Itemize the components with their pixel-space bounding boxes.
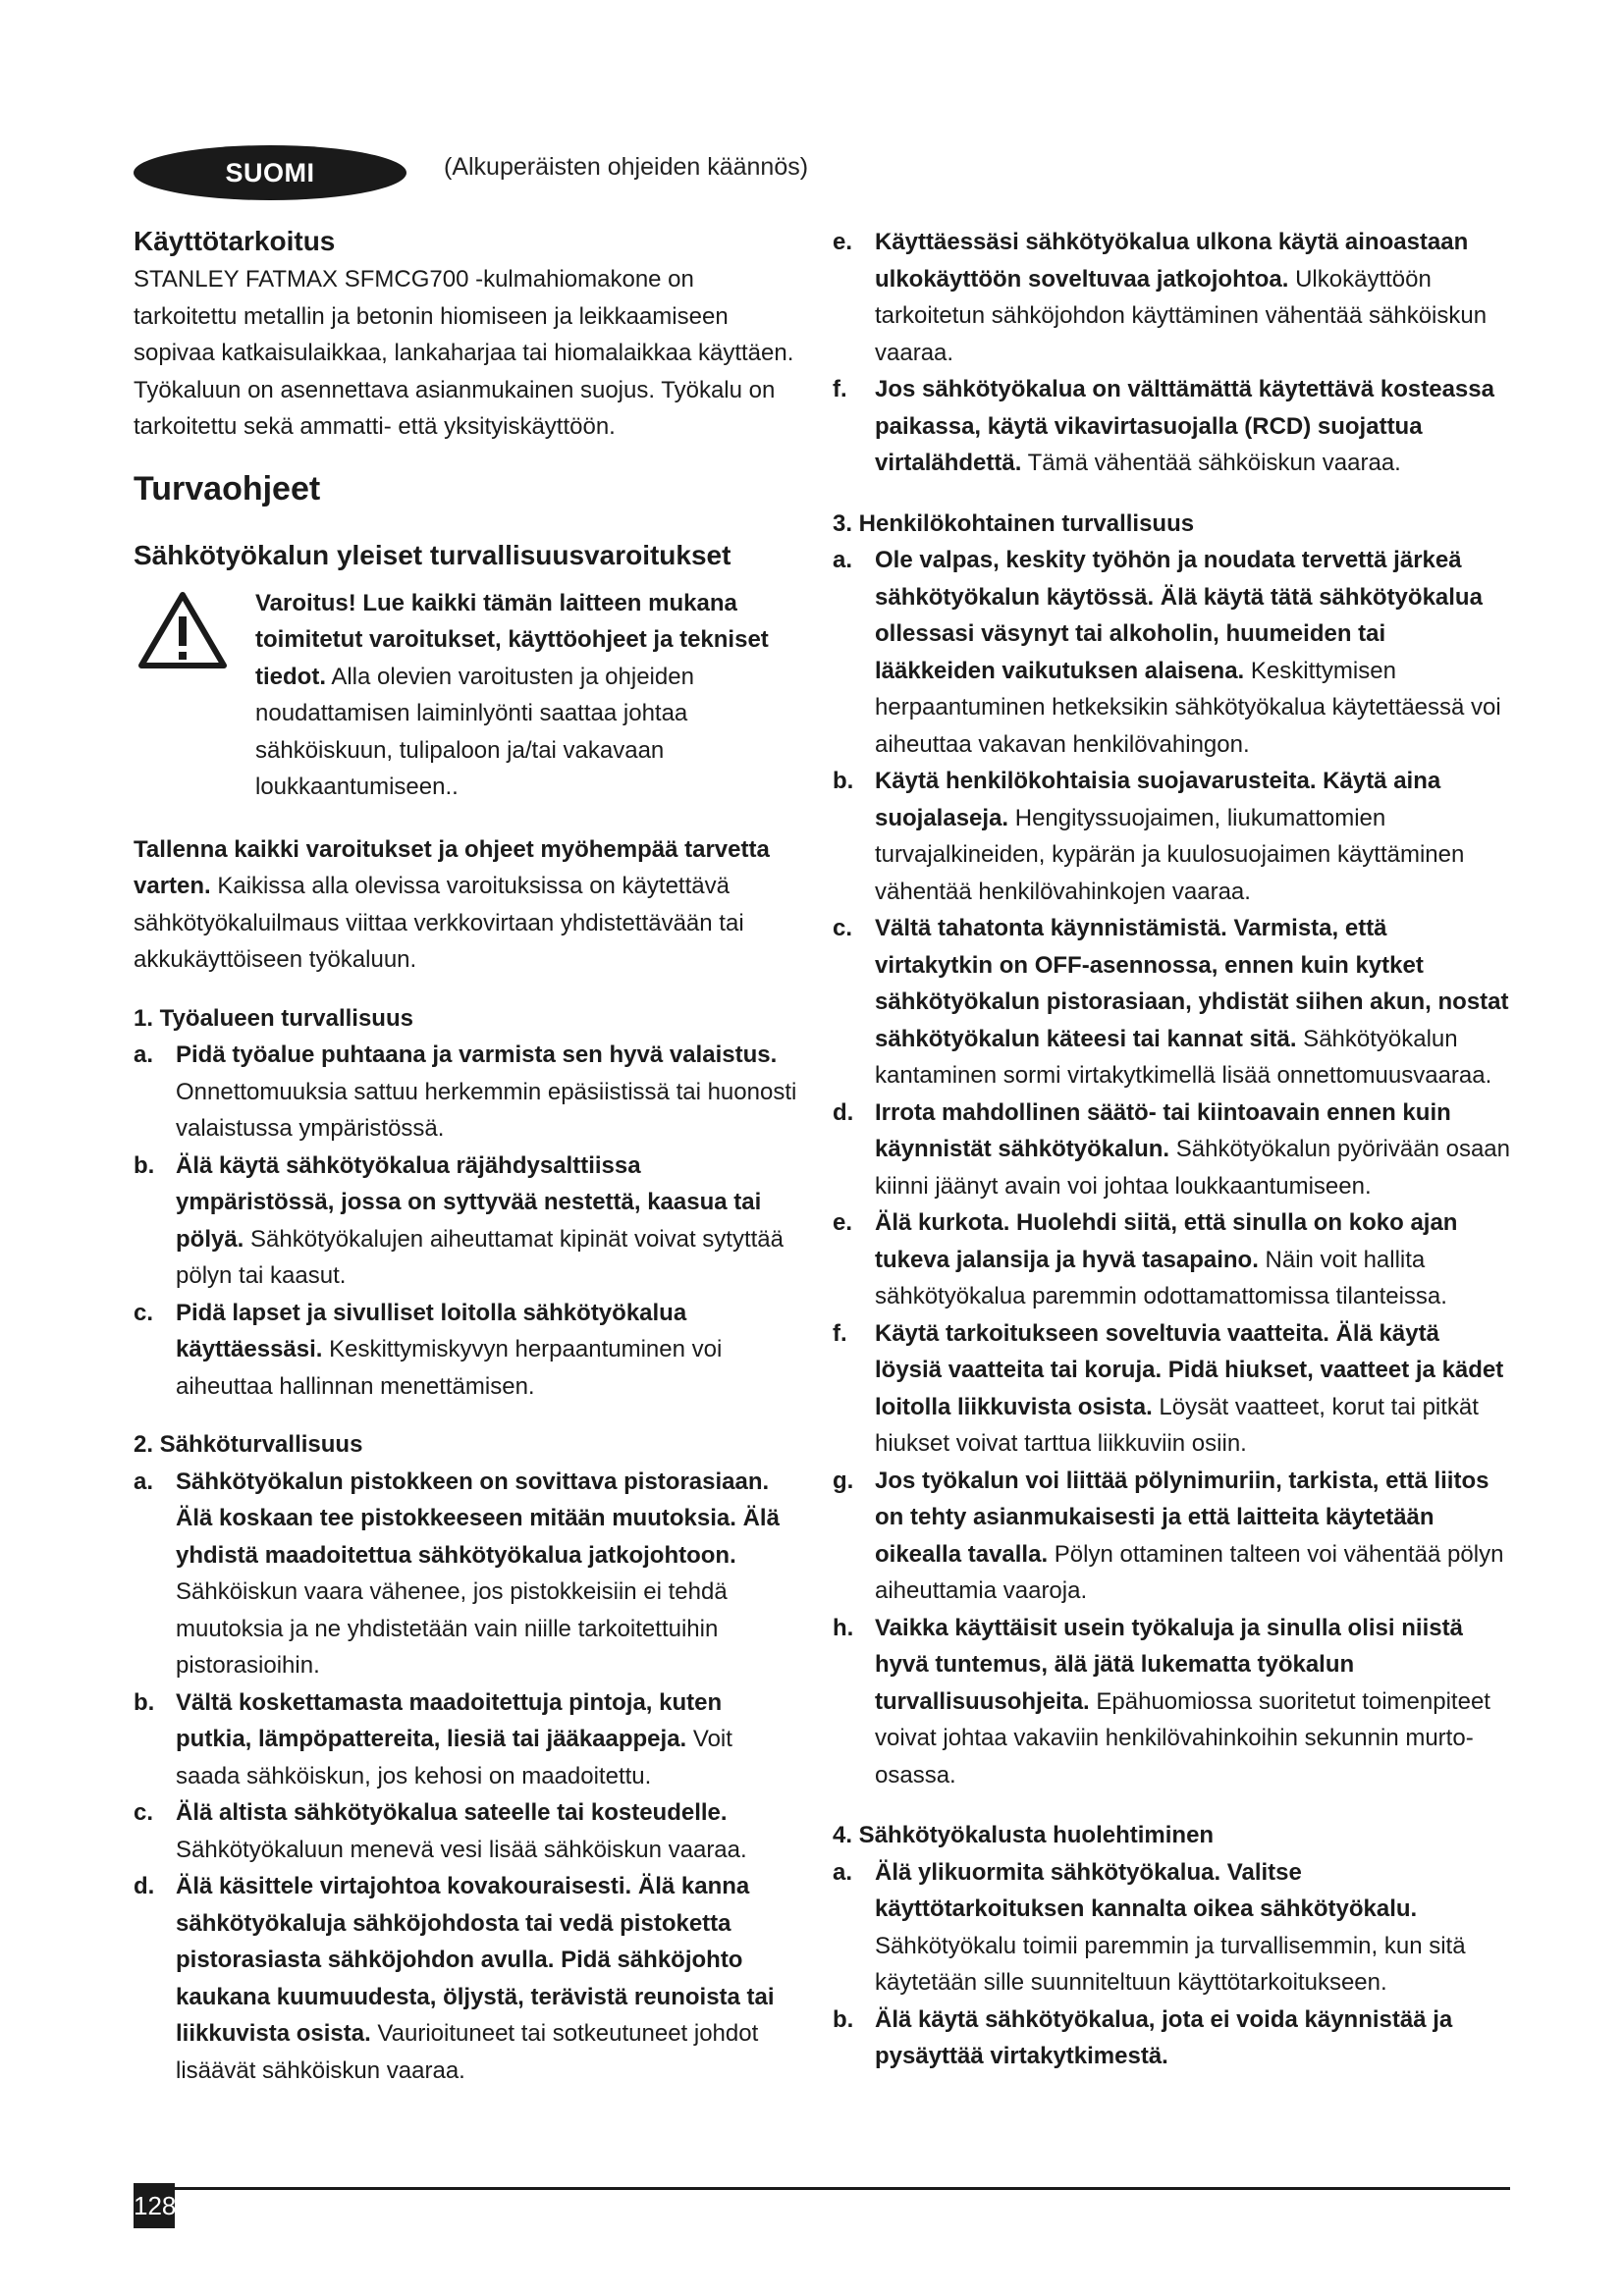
list-item: e. Älä kurkota. Huolehdi siitä, että sinulla on koko ajan tukeva jalansija ja hyvä tasapaino. Näin voit hallita sähkötyökalua paremmin odottamattomissa tilanteissa.	[833, 1209, 1458, 1309]
page-number: 128	[134, 2183, 175, 2228]
right-column	[833, 224, 1510, 2075]
list-item: b. Älä käytä sähkötyökalua räjähdysalttiissa ympäristössä, jossa on syttyvää nestettä, kaasua tai pölyä. Sähkötyökalujen aiheuttamat kipinät voivat sytyttää pölyn tai kaasut.	[134, 1151, 785, 1289]
save-instructions	[134, 831, 797, 979]
section-4-title: 4. Sähkötyökalusta huolehtiminen	[833, 1822, 1215, 1848]
list-item: c. Vältä tahatonta käynnistämistä. Varmista, että virtakytkin on OFF-asennossa, ennen kuin kytket sähkötyökalun pistorasiaan, yhdistät siihen akun, nostat sähkötyökalun käteesi tai kannat sitä. Sähkötyökalun kantaminen sormi virtakytkimellä lisää onnettomuusvaaraa.	[833, 915, 1509, 1089]
list-item: a. Älä ylikuormita sähkötyökalua. Valitse käyttötarkoituksen kannalta oikea sähkötyökalu. Sähkötyökalu toimii paremmin ja turvallisemmin, kun sitä käytetään sille suunniteltuun käyttötarkoitukseen.	[833, 1858, 1466, 1996]
list-item: b. Käytä henkilökohtaisia suojavarusteita. Käytä aina suojalaseja. Hengityssuojaimen, liukumattomien turvajalkineiden, kypärän ja kuulosuojaimen käyttäminen vähentää henkilövahinkojen vaaraa.	[833, 768, 1465, 905]
list-item: d. Älä käsittele virtajohtoa kovakouraisesti. Älä kanna sähkötyökaluja sähköjohdosta tai vedä pistoketta pistorasiasta sähköjohdon avulla. Pidä sähköjohto kaukana kuumuudesta, öljystä, terävistä reunoista tai liikkuvista osista. Vaurioituneet tai sotkeutuneet johdot lisäävät sähköiskun vaaraa.	[134, 1873, 775, 2084]
section-2-title: 2. Sähköturvallisuus	[134, 1431, 363, 1458]
intended-use-text: STANLEY FATMAX SFMCG700 -kulmahiomakone on tarkoitettu metallin ja betonin hiomiseen ja leikkaamiseen sopivaa katkaisulaikkaa, lankaharjaa tai hiomalaikkaa käyttäen. Työkaluun on asennettava asianmukainen suojus. Työkalu on tarkoitettu sekä ammatti- että yksityiskäyttöön.	[134, 266, 794, 440]
save-bold: Tallenna kaikki varoitukset ja ohjeet myöhempää tarvetta varten.	[134, 835, 770, 899]
list-item: a. Ole valpas, keskity työhön ja noudata tervettä järkeä sähkötyökalun käytössä. Älä käytä tätä sähkötyökalua ollessasi väsynyt tai alkoholin, huumeiden tai lääkkeiden vaikutuksen alaisena. Keskittymisen herpaantuminen hetkeksikin sähkötyökalua käytettäessä voi aiheuttaa vakavan henkilövahingon.	[833, 547, 1501, 758]
warning-paragraph	[255, 585, 797, 806]
warning-triangle-icon	[137, 591, 228, 669]
language-tab	[134, 145, 406, 200]
list-item: a. Pidä työalue puhtaana ja varmista sen hyvä valaistus. Onnettomuuksia sattuu herkemmin epäsiistissä tai huonosti valaistussa ympäristössä.	[134, 1041, 797, 1142]
warning-bold: Varoitus! Lue kaikki tämän laitteen mukana toimitetut varoitukset, käyttöohjeet ja tekniset tiedot.	[255, 589, 769, 690]
list-item: b. Älä käytä sähkötyökalua, jota ei voida käynnistää ja pysäyttää virtakytkimestä.	[833, 2005, 1453, 2069]
list-item: c. Pidä lapset ja sivulliset loitolla sähkötyökalua käyttäessäsi. Keskittymiskyvyn herpaantuminen voi aiheuttaa hallinnan menettämisen.	[134, 1299, 723, 1400]
translation-note: (Alkuperäisten ohjeiden käännös)	[444, 153, 809, 181]
warning-text: Alla olevien varoitusten ja ohjeiden noudattamisen laiminlyönti saattaa johtaa sähköiskuun, tulipaloon ja/tai vakavaan loukkaantumiseen..	[255, 663, 694, 800]
section-1-title: 1. Työalueen turvallisuus	[134, 1004, 413, 1032]
list-item: c. Älä altista sähkötyökalua sateelle tai kosteudelle. Sähkötyökaluun menevä vesi lisää sähköiskun vaaraa.	[134, 1799, 747, 1863]
list-item: g. Jos työkalun voi liittää pölynimuriin, tarkista, että liitos on tehty asianmukaisesti ja että laitteita käytetään oikealla tavalla. Pölyn ottaminen talteen voi vähentää pölyn aiheuttamia vaaroja.	[833, 1467, 1504, 1604]
save-text: Kaikissa alla olevissa varoituksissa on käytettävä sähkötyökaluilmaus viittaa verkkovirtaan yhdistettävään tai akkukäyttöiseen työkaluun.	[134, 873, 744, 973]
safety-heading: Turvaohjeet	[134, 469, 321, 507]
list-item: f. Jos sähkötyökalua on välttämättä käytettävä kosteassa paikassa, käytä vikavirtasuojalla (RCD) suojattua virtalähdettä. Tämä vähentää sähköiskun vaaraa.	[833, 376, 1494, 476]
warning-block	[134, 585, 797, 806]
list-item: h. Vaikka käyttäisit usein työkaluja ja sinulla olisi niistä hyvä tuntemus, älä jätä lukematta työkalun turvallisuusohjeita. Epähuomiossa suoritetut toimenpiteet voivat johtaa vakaviin henkilövahinkoihin sekunnin murto-osassa.	[833, 1614, 1490, 1789]
footer-rule	[134, 2187, 1510, 2190]
intended-use-heading: Käyttötarkoitus	[134, 226, 336, 256]
list-item: b. Vältä koskettamasta maadoitettuja pintoja, kuten putkia, lämpöpattereita, liesiä tai jääkaappeja. Voit saada sähköiskun, jos kehosi on maadoitettu.	[134, 1688, 732, 1789]
language-label: SUOMI	[225, 157, 315, 187]
list-item: f. Käytä tarkoitukseen soveltuvia vaatteita. Älä käytä löysiä vaatteita tai koruja. Pidä hiukset, vaatteet ja kädet loitolla liikkuvista osista. Löysät vaatteet, korut tai pitkät hiukset voivat tarttua liikkuviin osiin.	[833, 1319, 1504, 1457]
left-column	[134, 224, 797, 2089]
list-item: a. Sähkötyökalun pistokkeen on sovittava pistorasiaan. Älä koskaan tee pistokkeeseen mitään muutoksia. Älä yhdistä maadoitettua sähkötyökalua jatkojohtoon. Sähköiskun vaara vähenee, jos pistokkeisiin ei tehdä muutoksia ja ne yhdistetään vain niille tarkoitettuihin pistorasioihin.	[134, 1468, 780, 1679]
list-item: e. Käyttäessäsi sähkötyökalua ulkona käytä ainoastaan ulkokäyttöön soveltuvaa jatkojohtoa. Ulkokäyttöön tarkoitetun sähköjohdon käyttäminen vähentää sähköiskun vaaraa.	[833, 229, 1488, 366]
list-item: d. Irrota mahdollinen säätö- tai kiintoavain ennen kuin käynnistät sähkötyökalun. Sähkötyökalun pyörivään osaan kiinni jäänyt avain voi johtaa loukkaantumiseen.	[833, 1098, 1510, 1200]
general-warnings-heading: Sähkötyökalun yleiset turvallisuusvaroitukset	[134, 539, 731, 570]
section-3-title: 3. Henkilökohtainen turvallisuus	[833, 509, 1195, 537]
